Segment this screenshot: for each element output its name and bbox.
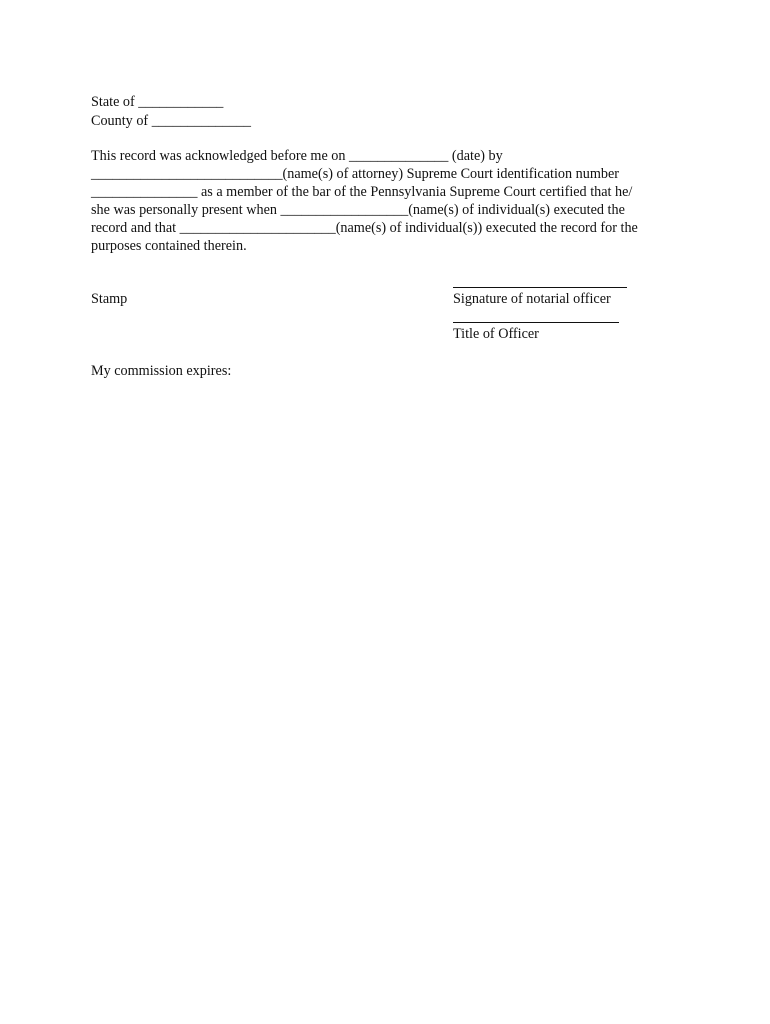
stamp-label: Stamp: [91, 291, 128, 307]
title-of-officer-label: Title of Officer: [453, 326, 539, 342]
state-of-line: State of ____________: [91, 94, 224, 110]
acknowledgment-line: _______________ as a member of the bar of the Pennsylvania Supreme Court certified that he/: [91, 184, 633, 200]
commission-expires-label: My commission expires:: [91, 363, 232, 379]
title-line: [453, 322, 619, 323]
acknowledgment-line: purposes contained therein.: [91, 238, 247, 254]
signature-line: [453, 287, 627, 288]
acknowledgment-line: This record was acknowledged before me on ______________ (date) by: [91, 148, 503, 164]
signature-label: Signature of notarial officer: [453, 291, 611, 307]
county-of-line: County of ______________: [91, 113, 252, 129]
acknowledgment-line: record and that ______________________(name(s) of individual(s)) executed the record for the: [91, 220, 638, 236]
acknowledgment-line: she was personally present when __________________(name(s) of individual(s) executed the: [91, 202, 625, 218]
acknowledgment-line: ___________________________(name(s) of attorney) Supreme Court identification number: [91, 166, 619, 182]
